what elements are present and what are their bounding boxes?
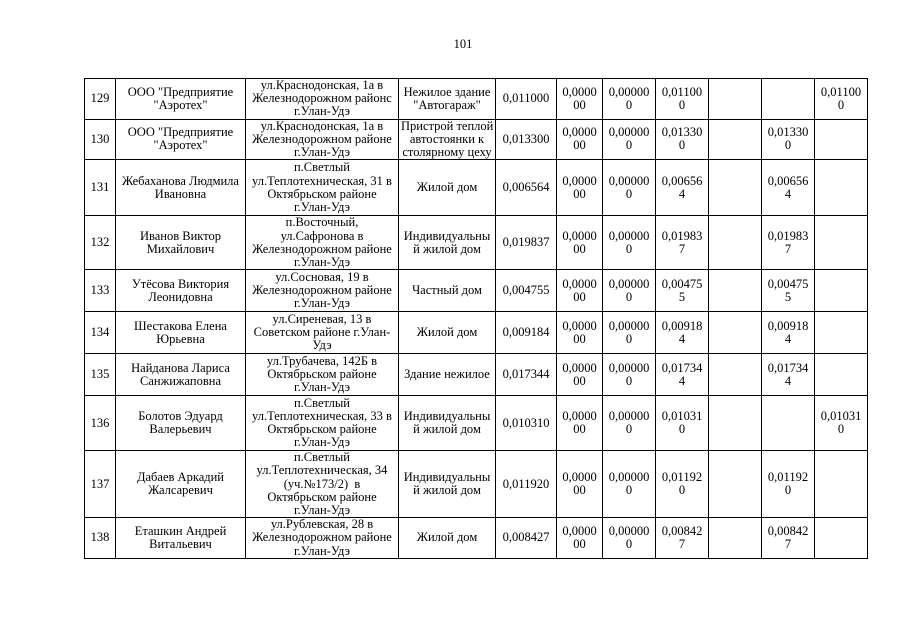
value-text: 0,006564	[502, 180, 550, 195]
object-type: Индивидуальны й жилой дом	[399, 396, 496, 451]
value-cell	[557, 396, 603, 451]
value-cell	[557, 79, 603, 120]
value-text: 0,004755	[661, 276, 703, 304]
value-cell	[815, 270, 868, 312]
value-text: 0,000000	[608, 276, 650, 304]
value-text: 0,013300	[767, 125, 809, 153]
value-cell	[557, 119, 603, 160]
row-number: 133	[85, 270, 116, 312]
value-cell	[815, 119, 868, 160]
object-address: ул.Сосновая, 19 в Железнодорожном районе г.Улан-Удэ	[246, 270, 399, 312]
table-row	[85, 396, 868, 451]
value-text: 0,019837	[767, 228, 809, 256]
value-text: 0,000000	[562, 228, 597, 256]
value-cell	[603, 518, 656, 559]
table-row	[85, 518, 868, 559]
owner-name: ООО "Предприятие "Аэротех"	[116, 79, 246, 120]
value-text: 0,017344	[502, 367, 550, 382]
value-text: 0,011920	[661, 470, 703, 498]
row-number: 130	[85, 119, 116, 160]
value-cell	[656, 396, 709, 451]
object-type: Индивидуальны й жилой дом	[399, 451, 496, 518]
object-address: п.Светлый ул.Теплотехническая, 34 (уч.№173/2) в Октябрьском районе г.Улан-Удэ	[246, 451, 399, 518]
owner-name: Болотов Эдуард Валерьевич	[116, 396, 246, 451]
value-text: 0,000000	[608, 523, 650, 552]
value-cell	[496, 216, 557, 270]
value-text: 0,000000	[562, 125, 597, 153]
value-cell	[496, 160, 557, 216]
value-text: 0,000000	[608, 470, 650, 498]
value-cell	[656, 79, 709, 120]
value-cell	[496, 451, 557, 518]
value-cell	[603, 119, 656, 160]
value-text: 0,000000	[608, 409, 650, 437]
value-cell	[815, 451, 868, 518]
object-address: п.Светлый ул.Теплотехническая, 31 в Октябрьском районе г.Улан-Удэ	[246, 160, 399, 216]
value-cell	[815, 518, 868, 559]
value-cell	[815, 79, 868, 120]
value-cell	[762, 270, 815, 312]
value-cell	[762, 119, 815, 160]
object-type: Частный дом	[399, 270, 496, 312]
value-cell	[496, 518, 557, 559]
value-cell	[709, 216, 762, 270]
row-number: 136	[85, 396, 116, 451]
value-text: 0,004755	[502, 283, 550, 298]
value-cell	[557, 216, 603, 270]
object-address: п.Восточный, ул.Сафронова в Железнодорожном районе г.Улан-Удэ	[246, 216, 399, 270]
value-cell	[762, 451, 815, 518]
value-text: 0,000000	[562, 276, 597, 304]
value-text: 0,000000	[562, 360, 597, 388]
value-text: 0,019837	[502, 235, 550, 250]
value-cell	[557, 160, 603, 216]
value-text: 0,000000	[562, 470, 597, 498]
table-row	[85, 160, 868, 216]
row-number: 132	[85, 216, 116, 270]
owner-name: Иванов Виктор Михайлович	[116, 216, 246, 270]
value-text: 0,011000	[661, 84, 703, 112]
value-cell	[709, 79, 762, 120]
object-type: Жилой дом	[399, 160, 496, 216]
value-cell	[656, 312, 709, 354]
owner-name: Утёсова Виктория Леонидовна	[116, 270, 246, 312]
object-address: ул.Краснодонская, 1а в Железнодорожном районе г.Улан-Удэ	[246, 119, 399, 160]
owner-name: Жебаханова Людмила Ивановна	[116, 160, 246, 216]
table-row	[85, 451, 868, 518]
value-cell	[496, 354, 557, 396]
value-cell	[496, 79, 557, 120]
row-number: 135	[85, 354, 116, 396]
value-cell	[709, 518, 762, 559]
value-cell	[557, 354, 603, 396]
object-address: ул.Краснодонская, 1а в Железнодорожном районс г.Улан-Удэ	[246, 79, 399, 120]
value-text: 0,008427	[767, 523, 809, 552]
table-row	[85, 312, 868, 354]
value-text: 0,000000	[562, 318, 597, 346]
object-address: ул.Трубачева, 142Б в Октябрьском районе г.Улан-Удэ	[246, 354, 399, 396]
value-cell	[709, 270, 762, 312]
value-cell	[496, 119, 557, 160]
value-cell	[557, 518, 603, 559]
value-text: 0,011920	[502, 476, 550, 491]
table-row	[85, 216, 868, 270]
table-row	[85, 270, 868, 312]
value-text: 0,000000	[562, 523, 597, 552]
value-cell	[656, 451, 709, 518]
value-text: 0,009184	[502, 325, 550, 340]
value-text: 0,013300	[661, 125, 703, 153]
value-text: 0,004755	[767, 276, 809, 304]
object-type: Здание нежилое	[399, 354, 496, 396]
value-text: 0,010310	[661, 409, 703, 437]
value-cell	[762, 354, 815, 396]
object-address: ул.Сиреневая, 13 в Советском районе г.Улан- Удэ	[246, 312, 399, 354]
value-text: 0,008427	[502, 530, 550, 545]
value-cell	[815, 216, 868, 270]
value-cell	[762, 216, 815, 270]
value-cell	[496, 312, 557, 354]
value-text: 0,000000	[608, 173, 650, 201]
value-cell	[496, 270, 557, 312]
row-number: 131	[85, 160, 116, 216]
object-address: п.Светлый ул.Теплотехническая, 33 в Октябрьском районе г.Улан-Удэ	[246, 396, 399, 451]
value-text: 0,006564	[661, 173, 703, 201]
row-number: 129	[85, 79, 116, 120]
value-cell	[709, 396, 762, 451]
table-row	[85, 79, 868, 120]
value-cell	[603, 354, 656, 396]
value-text: 0,011920	[767, 470, 809, 498]
value-text: 0,009184	[661, 318, 703, 346]
value-cell	[709, 160, 762, 216]
value-text: 0,000000	[608, 318, 650, 346]
table-row	[85, 119, 868, 160]
object-type: Жилой дом	[399, 312, 496, 354]
row-number: 138	[85, 518, 116, 559]
value-cell	[815, 354, 868, 396]
value-cell	[762, 396, 815, 451]
value-text: 0,017344	[767, 360, 809, 388]
value-cell	[557, 312, 603, 354]
data-table	[84, 78, 868, 559]
value-text: 0,000000	[608, 125, 650, 153]
value-cell	[762, 518, 815, 559]
value-text: 0,011000	[502, 91, 550, 106]
value-cell	[762, 312, 815, 354]
value-text: 0,019837	[661, 228, 703, 256]
value-text: 0,000000	[562, 173, 597, 201]
object-type: Нежилое здание "Автогараж"	[399, 79, 496, 120]
value-cell	[709, 451, 762, 518]
value-cell	[603, 270, 656, 312]
value-text: 0,000000	[608, 360, 650, 388]
value-cell	[762, 160, 815, 216]
owner-name: Дабаев Аркадий Жалсаревич	[116, 451, 246, 518]
value-cell	[496, 396, 557, 451]
value-text: 0,013300	[502, 131, 550, 146]
object-type: Пристрой теплой автостоянки к столярному цеху	[399, 119, 496, 160]
value-cell	[557, 451, 603, 518]
value-text: 0,006564	[767, 173, 809, 201]
value-cell	[656, 354, 709, 396]
value-text: 0,009184	[767, 318, 809, 346]
owner-name: ООО "Предприятие "Аэротех"	[116, 119, 246, 160]
table-row	[85, 354, 868, 396]
value-cell	[603, 160, 656, 216]
value-cell	[603, 451, 656, 518]
row-number: 134	[85, 312, 116, 354]
value-text: 0,017344	[661, 360, 703, 388]
value-cell	[656, 119, 709, 160]
value-cell	[603, 312, 656, 354]
value-cell	[656, 160, 709, 216]
row-number: 137	[85, 451, 116, 518]
value-cell	[762, 79, 815, 120]
owner-name: Найданова Лариса Санжижаповна	[116, 354, 246, 396]
owner-name: Шестакова Елена Юрьевна	[116, 312, 246, 354]
owner-name: Еташкин Андрей Витальевич	[116, 518, 246, 559]
page-number: 101	[453, 37, 473, 51]
value-text: 0,000000	[562, 409, 597, 437]
value-cell	[709, 119, 762, 160]
value-cell	[815, 396, 868, 451]
value-text: 0,000000	[562, 84, 597, 112]
value-cell	[603, 396, 656, 451]
value-cell	[603, 216, 656, 270]
value-text: 0,011000	[820, 84, 862, 112]
value-cell	[656, 270, 709, 312]
value-cell	[815, 312, 868, 354]
value-cell	[603, 79, 656, 120]
value-cell	[709, 312, 762, 354]
value-text: 0,000000	[608, 84, 650, 112]
object-type: Жилой дом	[399, 518, 496, 559]
value-text: 0,010310	[820, 409, 862, 437]
value-text: 0,008427	[661, 523, 703, 552]
value-text: 0,000000	[608, 228, 650, 256]
value-cell	[709, 354, 762, 396]
value-cell	[656, 518, 709, 559]
value-cell	[557, 270, 603, 312]
object-type: Индивидуальны й жилой дом	[399, 216, 496, 270]
value-text: 0,010310	[502, 415, 550, 430]
value-cell	[656, 216, 709, 270]
object-address: ул.Рублевская, 28 в Железнодорожном районе г.Улан-Удэ	[246, 518, 399, 559]
value-cell	[815, 160, 868, 216]
